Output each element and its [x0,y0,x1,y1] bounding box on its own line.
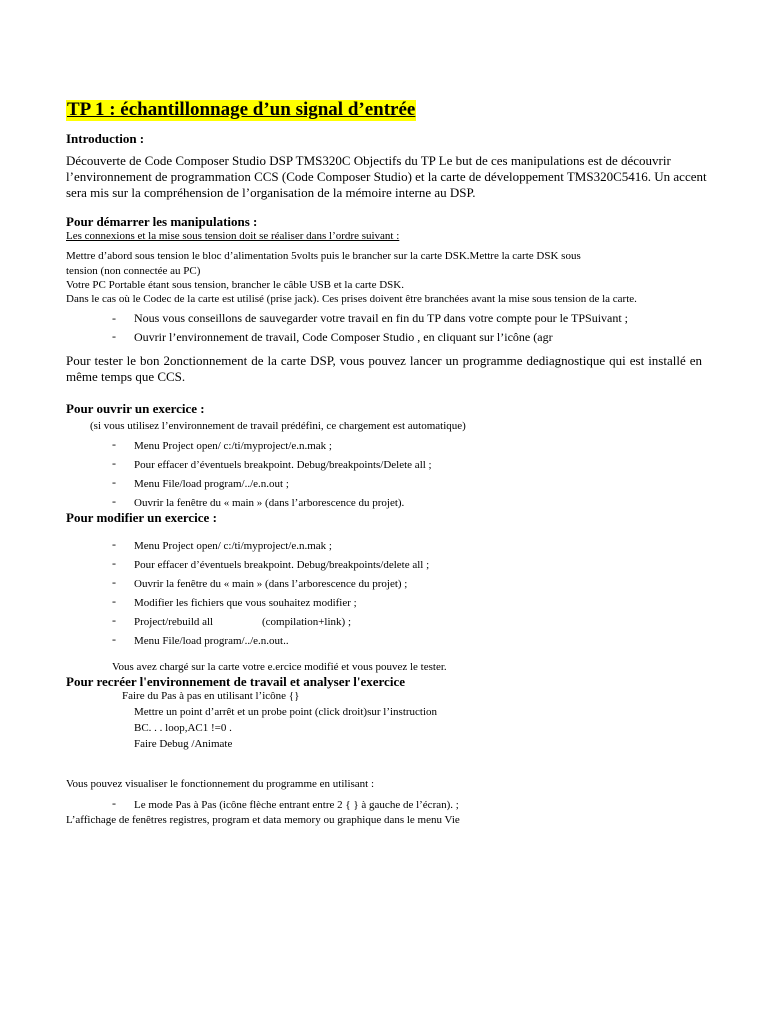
start-item-2: Ouvrir l’environnement de travail, Code Composer Studio , en cliquant sur l’icône (agr [134,330,553,344]
modify-after: Vous avez chargé sur la carte votre e.ercice modifié et vous pouvez le tester. [112,661,447,673]
start-heading: Pour démarrer les manipulations : [66,214,258,229]
bullet-dash: - [112,437,116,451]
recreate-heading: Pour recréer l'environnement de travail et analyser l'exercice [66,674,405,689]
start-item-1: Nous vous conseillons de sauvegarder votre travail en fin du TP dans votre compte pour le TPSuivant ; [134,311,629,325]
bullet-dash: - [112,311,116,325]
recreate-line-3: BC. . . loop,AC1 !=0 . [134,722,232,734]
bullet-dash: - [112,575,116,589]
open-note: (si vous utilisez l’environnement de travail prédéfini, ce chargement est automatique) [90,420,466,432]
recreate-line-4: Faire Debug /Animate [134,738,233,750]
open-item-1: Menu Project open/ c:/ti/myproject/e.n.mak ; [134,440,332,452]
modify-item-3: Ouvrir la fenêtre du « main » (dans l’arborescence du projet) ; [134,578,408,590]
bullet-dash: - [112,456,116,470]
open-item-2: Pour effacer d’éventuels breakpoint. Debug/breakpoints/Delete all ; [134,459,432,471]
test-text: Pour tester le bon 2onctionnement de la carte DSP, vous pouvez lancer un programme dediagnostique qui est installé en même temps que CCS. [66,353,702,384]
visualize-item: Le mode Pas à Pas (icône flèche entrant entre 2 { } à gauche de l’écran). ; [134,799,459,811]
bullet-dash: - [112,632,116,646]
bullet-dash: - [112,475,116,489]
compile-note: (compilation+link) ; [262,616,351,628]
modify-item-5: Project/rebuild all [134,616,214,628]
modify-item-1: Menu Project open/ c:/ti/myproject/e.n.mak ; [134,540,332,552]
start-subtitle: Les connexions et la mise sous tension doit se réaliser dans l’ordre suivant : [66,230,400,242]
modify-item-2: Pour effacer d’éventuels breakpoint. Debug/breakpoints/delete all ; [134,559,430,571]
intro-text: Découverte de Code Composer Studio DSP TMS320C Objectifs du TP Le but de ces manipulations est de découvrir l’environnement de programmation CCS (Code Composer Studio) et la carte de développement TMS320C5416. Un accent sera mis sur la compréhension de l’organisation de la mémoire interne au DSP. [66,153,707,200]
bullet-dash: - [112,494,116,508]
start-line-2: tension (non connectée au PC) [66,265,201,277]
bullet-dash: - [112,556,116,570]
modify-item-6: Menu File/load program/../e.n.out.. [134,635,289,647]
start-line-1: Mettre d’abord sous tension le bloc d’alimentation 5volts puis le brancher sur la carte DSK.Mettre la carte DSK sous [66,250,581,262]
start-line-3: Votre PC Portable étant sous tension, brancher le câble USB et la carte DSK. [66,279,404,291]
open-item-3: Menu File/load program/../e.n.out ; [134,478,289,490]
open-item-4: Ouvrir la fenêtre du « main » (dans l’arborescence du projet). [134,497,405,509]
bullet-dash: - [112,537,116,551]
visualize-text: Vous pouvez visualiser le fonctionnement du programme en utilisant : [66,778,375,790]
bullet-dash: - [112,594,116,608]
bullet-dash: - [112,329,116,343]
bullet-dash: - [112,613,116,627]
page-title: TP 1 : échantillonnage d’un signal d’entrée [67,99,416,120]
recreate-line-1: Faire du Pas à pas en utilisant l’icône {} [122,690,300,702]
recreate-line-2: Mettre un point d’arrêt et un probe point (click droit)sur l’instruction [134,706,438,718]
modify-heading: Pour modifier un exercice : [66,510,217,525]
open-heading: Pour ouvrir un exercice : [66,401,205,416]
visualize-last: L’affichage de fenêtres registres, program et data memory ou graphique dans le menu Vie [66,814,460,826]
start-line-4: Dans le cas où le Codec de la carte est utilisé (prise jack). Ces prises doivent être branchées avant la mise sous tension de la carte. [66,293,637,305]
modify-item-4: Modifier les fichiers que vous souhaitez modifier ; [134,597,357,609]
bullet-dash: - [112,796,116,810]
intro-heading: Introduction : [66,131,145,146]
